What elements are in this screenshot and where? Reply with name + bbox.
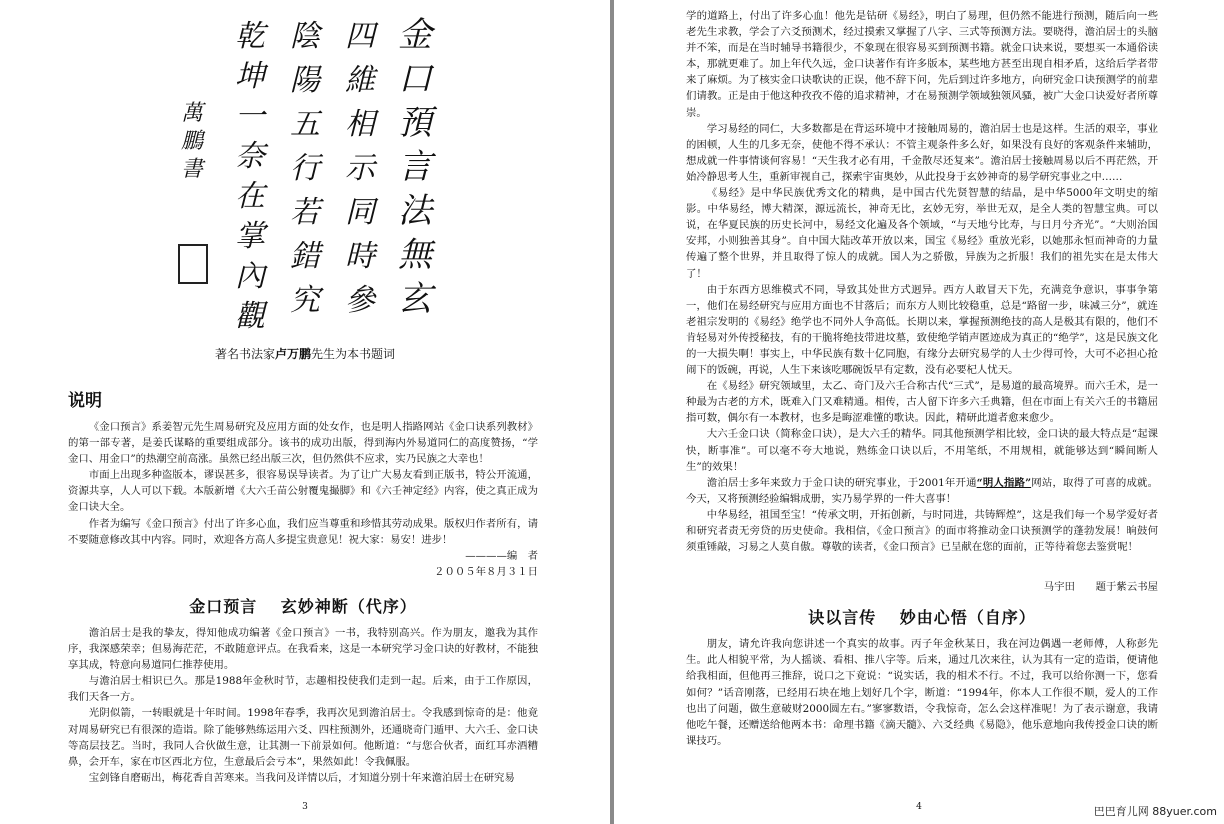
calligraphy-char: 玄 [398, 279, 432, 319]
body-paragraph: 在《易经》研究领域里，太乙、奇门及六壬合称古代“三式”，是易道的最高境界。而六壬术，是一种最为古老的方术，既难入门又难精通。相传，古人留下许多六壬典籍，但在市面上有关六壬的书籍屈指可数，偶尔有一本教材，也多是晦涩难懂的歌诀。因此，精研此道者愈来愈少。 [686, 380, 1158, 425]
calligraphy-char: 觀 [235, 299, 265, 334]
right-page [614, 0, 1224, 824]
preface-paragraph: 澹泊居士是我的挚友，得知他成功编著《金口预言》一书，我特别高兴。作为朋友，邀我为其作序，我深感荣幸；但易海茫茫，不敢随意评点。在我看来，这是一本研究学习金口诀的好教材，不能独享其成，特意向易道同仁推荐使用。 [68, 626, 538, 672]
calligraphy-char: 言 [398, 147, 432, 187]
body-paragraph: 学习易经的同仁，大多数都是在背运环境中才接触周易的，澹泊居士也是这样。生活的艰辛，事业的困顿，人生的几多无奈，使他不得不承认：不管主观条件多么好，如果没有良好的客观条件来辅助，想成就一件事情谈何容易！“天生我才必有用，千金散尽还复来”。澹泊居士接触周易以后不再茫然，开始冷静思考人生，重新审视自己，探索宇宙奥妙，从此投身于玄妙神奇的易学研究事业之中…… [686, 122, 1158, 183]
editor-date: ２００５年８月３１日 [434, 565, 538, 578]
website-text-post: 网站，取得了可喜的成就。今天，又将预测经验编辑成册，实乃易学界的一件大喜事！ [686, 476, 1159, 505]
website-paragraph [686, 475, 1158, 507]
calligraphy-char: 書 [180, 157, 204, 182]
calligraphy-char: 無 [398, 235, 432, 275]
notes-section [68, 386, 538, 786]
notes-paragraph: 市面上出现多种盗版本，谬误甚多，很容易误导读者。为了让广大易友看到正版书，特公开流通，资源共享，人人可以下载。本版新增《大六壬苗公射覆鬼撮脚》和《六壬神定经》内容，使之真正成为金口诀大全。 [68, 469, 538, 514]
page-number: 3 [302, 802, 308, 812]
calligraphy-char: 陰 [290, 19, 320, 54]
editor-signature: ————编 者 [465, 549, 538, 562]
calligraphy-char: 陽 [290, 63, 320, 98]
calligraphy-char: 口 [398, 59, 432, 99]
calligraphy-char: 參 [345, 283, 375, 318]
calligraphy-char: 內 [235, 259, 265, 294]
body-paragraph: 学的道路上，付出了许多心血！他先是钻研《易经》，明白了易理，但仍然不能进行预测，随后向一些老先生求教，学会了六爻预测术，经过摸索又掌握了八字、三式等预测方法。要晓得，澹泊居士的头脑并不笨，而是在当时辅导书籍很少，不象现在很容易买到预测书籍。就金口诀来说，要想买一本通俗读本，那就更难了。加上年代久远，金口诀著作有许多版本，某些地方甚至出现自相矛盾，这给后学者带来了麻烦。为了核实金口诀歌诀的正误，他不辞下问，先后到过许多地方，向研究金口诀预测学的前辈们请教。正是由于他这种孜孜不倦的追求精神，才在易预测学领域独领风骚，被广大金口诀爱好者所尊崇。 [686, 10, 1158, 119]
calligraphy-char: 坤 [235, 59, 265, 94]
calligraphy-char: 同 [345, 195, 375, 230]
calligraphy-caption [0, 345, 610, 362]
calligraphy-char: 相 [345, 107, 375, 142]
notes-paragraph: 作者为编写《金口预言》付出了许多心血，我们应当尊重和珍惜其劳动成果。版权归作者所有，请不要随意修改其中内容。同时，欢迎各方高人多提宝贵意见！祝大家：易安！进步！ [68, 517, 538, 546]
preface-signature: 马宇田 题于紫云书屋 [1043, 581, 1158, 594]
preface-paragraph: 光阴似箭，一转眼就是十年时间。1998年春季，我再次见到澹泊居士。令我感到惊奇的是：他竟对周易研究已有很深的造诣。除了能够熟练运用六爻、四柱预测外，还通晓奇门遁甲、大六壬、金口诀等高层技艺。当时，我同人合伙做生意，让其测一下前景如何。他断道：“与您合伙者，面红耳赤酒糟鼻，会开车，家在市区西北方位，生意最后会亏本”，果然如此！令我佩服。 [68, 707, 538, 768]
calligraphy-char: 行 [290, 151, 320, 186]
preface-paragraph: 与澹泊居士相识已久。那是1988年金秋时节，志趣相投使我们走到一起。后来，由于工作原因，我们天各一方。 [68, 675, 538, 704]
page-number: 4 [916, 802, 922, 812]
website-link[interactable]: “明人指路” [976, 476, 1032, 489]
calligraphy-char: 示 [345, 151, 375, 186]
calligraphy-char: 金 [398, 15, 432, 55]
calligraphy-char: 究 [290, 283, 320, 318]
preface-title: 金口预言 玄妙神断（代序） [189, 596, 417, 616]
site-watermark: 巴巴育儿网 88yuer.com [1091, 802, 1220, 820]
caption-suffix: 先生为本书题词 [311, 347, 396, 361]
calligraphy-char: 法 [398, 191, 432, 231]
body-paragraph: 由于东西方思维模式不同，导致其处世方式迥异。西方人敢冒天下先，充满竞争意识，事事争第一，他们在易经研究与应用方面也不甘落后；而东方人则比较稳重，总是“路留一步，味减三分”，就连老祖宗发明的《易经》绝学也不同外人争高低。长期以来，掌握预测绝技的高人是极其有限的，他们不肯轻易对外传授秘技，有的干脆将绝技带进坟墓，致使绝学销声匿迹成为真正的“绝学”，这是民族文化的一大损失啊！事实上，中华民族有数十亿同胞，有缘分去研究易学的人士少得可怜，大可不必担心抢闹下的饭碗，再说，人生下来该吃哪碗饭早有定数，没有必要杞人忧天。 [686, 283, 1158, 377]
right-body [686, 8, 1158, 749]
calligraphy-char: 錯 [290, 239, 320, 274]
calligraphy-char: 掌 [235, 219, 265, 254]
calligraphy-char: 在 [235, 179, 265, 214]
seal-stamp [178, 244, 208, 284]
notes-title: 说明 [68, 391, 102, 411]
caption-name: 卢万鹏 [274, 347, 311, 361]
calligraphy-char: 鵬 [180, 129, 204, 154]
calligraphy-char: 預 [398, 103, 432, 143]
calligraphy-char: 萬 [180, 101, 204, 126]
left-page [0, 0, 610, 824]
caption-prefix: 著名书法家 [214, 347, 275, 361]
calligraphy-inscription [170, 10, 440, 340]
calligraphy-char: 若 [290, 195, 320, 230]
body-paragraph: 大六壬金口诀（简称金口诀），是大六壬的精华。同其他预测学相比较，金口诀的最大特点是“起课快，断事准”。可以毫不夸大地说，熟练金口诀以后，不用笔纸，不用规相，就能够达到“瞬间断人生”的效果！ [686, 428, 1158, 473]
calligraphy-char: 乾 [235, 19, 265, 54]
calligraphy-char: 奈 [235, 139, 265, 174]
calligraphy-char: 時 [345, 239, 375, 274]
self-preface-title: 诀以言传 妙由心悟（自序） [808, 608, 1036, 628]
calligraphy-char: 一 [235, 99, 265, 134]
calligraphy-char: 五 [290, 107, 320, 142]
calligraphy-char: 維 [345, 63, 375, 98]
body-paragraph: 中华易经，祖国至宝！“传承文明，开拓创新，与时同进，共铸辉煌”，这是我们每一个易学爱好者和研究者责无旁贷的历史使命。我相信，《金口预言》的面市将推动金口诀预测学的蓬勃发展！晌鼓何须重锤敲，习易之人莫自傲。尊敬的读者，《金口预言》已呈献在您的面前，正等待着您去鉴赏呢！ [686, 508, 1158, 554]
calligraphy-char: 四 [345, 19, 375, 54]
website-text-pre: 澹泊居士多年来致力于金口诀的研究事业，于2001年开通 [706, 476, 977, 489]
preface-paragraph: 宝剑锋自磨砺出，梅花香自苦寒来。当我问及详情以后，才知道分别十年来澹泊居士在研究易 [88, 771, 515, 784]
notes-paragraph: 《金口预言》系姜智元先生周易研究及应用方面的处女作，也是明人指路网站《金口诀系列教材》的第一部专著，是姜氏谋略的重要组成部分。该书的成功出版，得到海内外易道同仁的高度赞扬，“学金口、用金口”的热潮空前高涨。虽然已经出版三次，但仍然供不应求，实乃民族之大幸也！ [68, 421, 538, 466]
self-preface-paragraph: 朋友，请允许我向您讲述一个真实的故事。丙子年金秋某日，我在河边偶遇一老师傅，人称彭先生。此人相貌平常，为人摇谈、看相、推八字等。后来，通过几次来往，认为其有一定的造诣，便请他给我相面，但他再三推辞，说口之下竟说：“说实话，我的相术不行。不过，我可以给你测一下，您看如何？”话音刚落，已经用石块在地上划好几个字，断道：“1994年，你本人工作很不顺，爱人的工作也出了问题，做生意破财2000圆左右。”寥寥数语，令我惊奇，怎么会这样准呢！为了表示谢意，我请他吃午餐，还赠送给他两本书：命理书籍《滴天髓》、六爻经典《易隐》，他乐意地向我传授金口诀的断课技巧。 [686, 638, 1158, 747]
body-paragraph: 《易经》是中华民族优秀文化的精典，是中国古代先贤智慧的结晶，是中华5000年文明史的缩影。中华易经，博大精深，源远流长，神奇无比，玄妙无穷，举世无双，是全人类的智慧宝典。可以说，在华夏民族的历史长河中，易经文化遍及各个领域，“与天地兮比寿，与日月兮齐光”。“大则治国安邦，小则独善其身”。自中国大陆改革开放以来，国宝《易经》重放光彩，以她那永恒而神奇的力量传遍了整个世界，并且取得了惊人的成就。国人为之骄傲，异族为之折服！我们的祖先实在是太伟大了！ [686, 187, 1158, 280]
